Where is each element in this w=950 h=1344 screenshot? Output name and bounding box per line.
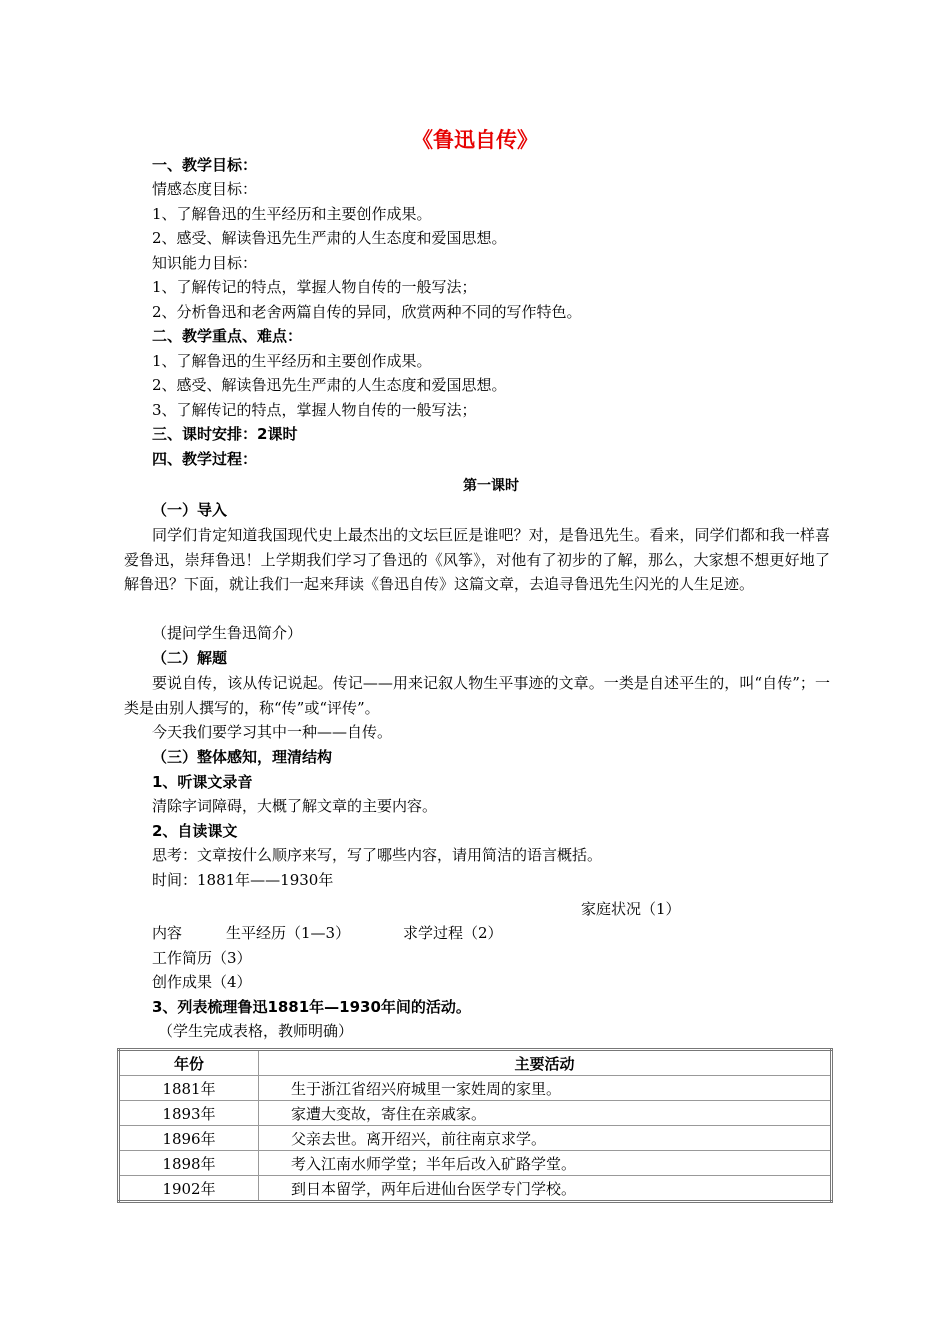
structure-study: 求学过程（2） <box>403 924 503 942</box>
goal-item: 1、了解鲁迅的生平经历和主要创作成果。 <box>152 205 432 223</box>
table-row <box>119 1151 832 1176</box>
page-title: 《鲁迅自传》 <box>412 128 538 152</box>
table-row <box>119 1101 832 1126</box>
key-point-item: 2、感受、解读鲁迅先生严肃的人生态度和爱国思想。 <box>152 376 507 394</box>
structure-life: 生平经历（1—3） <box>226 924 351 942</box>
section-heading-process: 四、教学过程： <box>152 450 258 468</box>
year-cell: 1898年 <box>119 1151 259 1176</box>
goal-item: 2、感受、解读鲁迅先生严肃的人生态度和爱国思想。 <box>152 229 507 247</box>
structure-family: 家庭状况（1） <box>581 900 681 918</box>
activity-cell: 考入江南水师学堂；半年后改入矿路学堂。 <box>259 1151 832 1176</box>
task-heading: 3、列表梳理鲁迅1881年—1930年间的活动。 <box>152 998 471 1016</box>
year-cell: 1893年 <box>119 1101 259 1126</box>
step-heading-explain: （二）解题 <box>152 649 228 667</box>
structure-create: 创作成果（4） <box>152 973 252 991</box>
section-heading-goals: 一、教学目标： <box>152 156 258 174</box>
task-text: 思考：文章按什么顺序来写，写了哪些内容，请用简洁的语言概括。 <box>152 846 603 864</box>
step-heading-intro: （一）导入 <box>152 501 228 519</box>
goal-item: 1、了解传记的特点，掌握人物自传的一般写法； <box>152 278 477 296</box>
task-note: （学生完成表格，教师明确） <box>158 1022 354 1040</box>
key-point-item: 3、了解传记的特点，掌握人物自传的一般写法； <box>152 401 477 419</box>
section-heading-key-points: 二、教学重点、难点： <box>152 327 303 345</box>
body-text: 今天我们要学习其中一种——自传。 <box>152 723 393 741</box>
column-header-activity: 主要活动 <box>259 1050 832 1076</box>
activity-cell: 生于浙江省绍兴府城里一家姓周的家里。 <box>259 1076 832 1101</box>
activity-cell: 父亲去世。离开绍兴，前往南京求学。 <box>259 1126 832 1151</box>
note-text: （提问学生鲁迅简介） <box>152 624 303 642</box>
step-heading-overview: （三）整体感知，理清结构 <box>152 748 333 766</box>
year-cell: 1896年 <box>119 1126 259 1151</box>
column-header-year: 年份 <box>119 1050 259 1076</box>
activity-cell: 家遭大变故，寄住在亲戚家。 <box>259 1101 832 1126</box>
table-header-row <box>119 1050 832 1076</box>
table-row <box>119 1176 832 1202</box>
goal-item: 2、分析鲁迅和老舍两篇自传的异同，欣赏两种不同的写作特色。 <box>152 303 582 321</box>
task-heading: 1、听课文录音 <box>152 773 253 791</box>
table-row <box>119 1076 832 1101</box>
structure-work: 工作简历（3） <box>152 949 252 967</box>
section-heading-schedule: 三、课时安排：2课时 <box>152 425 298 443</box>
key-point-item: 1、了解鲁迅的生平经历和主要创作成果。 <box>152 352 432 370</box>
time-range: 时间：1881年——1930年 <box>152 871 334 889</box>
structure-content-label: 内容 <box>152 924 183 942</box>
explain-paragraph: 要说自传，该从传记说起。传记——用来记叙人物生平事迹的文章。一类是自述平生的，叫“自传”；一类是由别人撰写的，称“传”或“评传”。 <box>124 674 830 717</box>
year-cell: 1881年 <box>119 1076 259 1101</box>
task-text: 清除字词障碍，大概了解文章的主要内容。 <box>152 797 438 815</box>
lesson-heading: 第一课时 <box>463 478 519 494</box>
intro-paragraph: 同学们肯定知道我国现代史上最杰出的文坛巨匠是谁吧？对，是鲁迅先生。看来，同学们都和我一样喜爱鲁迅，崇拜鲁迅！上学期我们学习了鲁迅的《风筝》，对他有了初步的了解，那么，大家想不想更好地了解鲁迅？下面，就让我们一起来拜读《鲁迅自传》这篇文章，去追寻鲁迅先生闪光的人生足迹。 <box>124 526 830 593</box>
activity-cell: 到日本留学，两年后进仙台医学专门学校。 <box>259 1176 832 1202</box>
task-heading: 2、自读课文 <box>152 822 238 840</box>
subheading-emotion: 情感态度目标： <box>152 180 258 198</box>
table-row <box>119 1126 832 1151</box>
activity-table <box>117 1048 833 1203</box>
subheading-knowledge: 知识能力目标： <box>152 254 258 272</box>
year-cell: 1902年 <box>119 1176 259 1202</box>
